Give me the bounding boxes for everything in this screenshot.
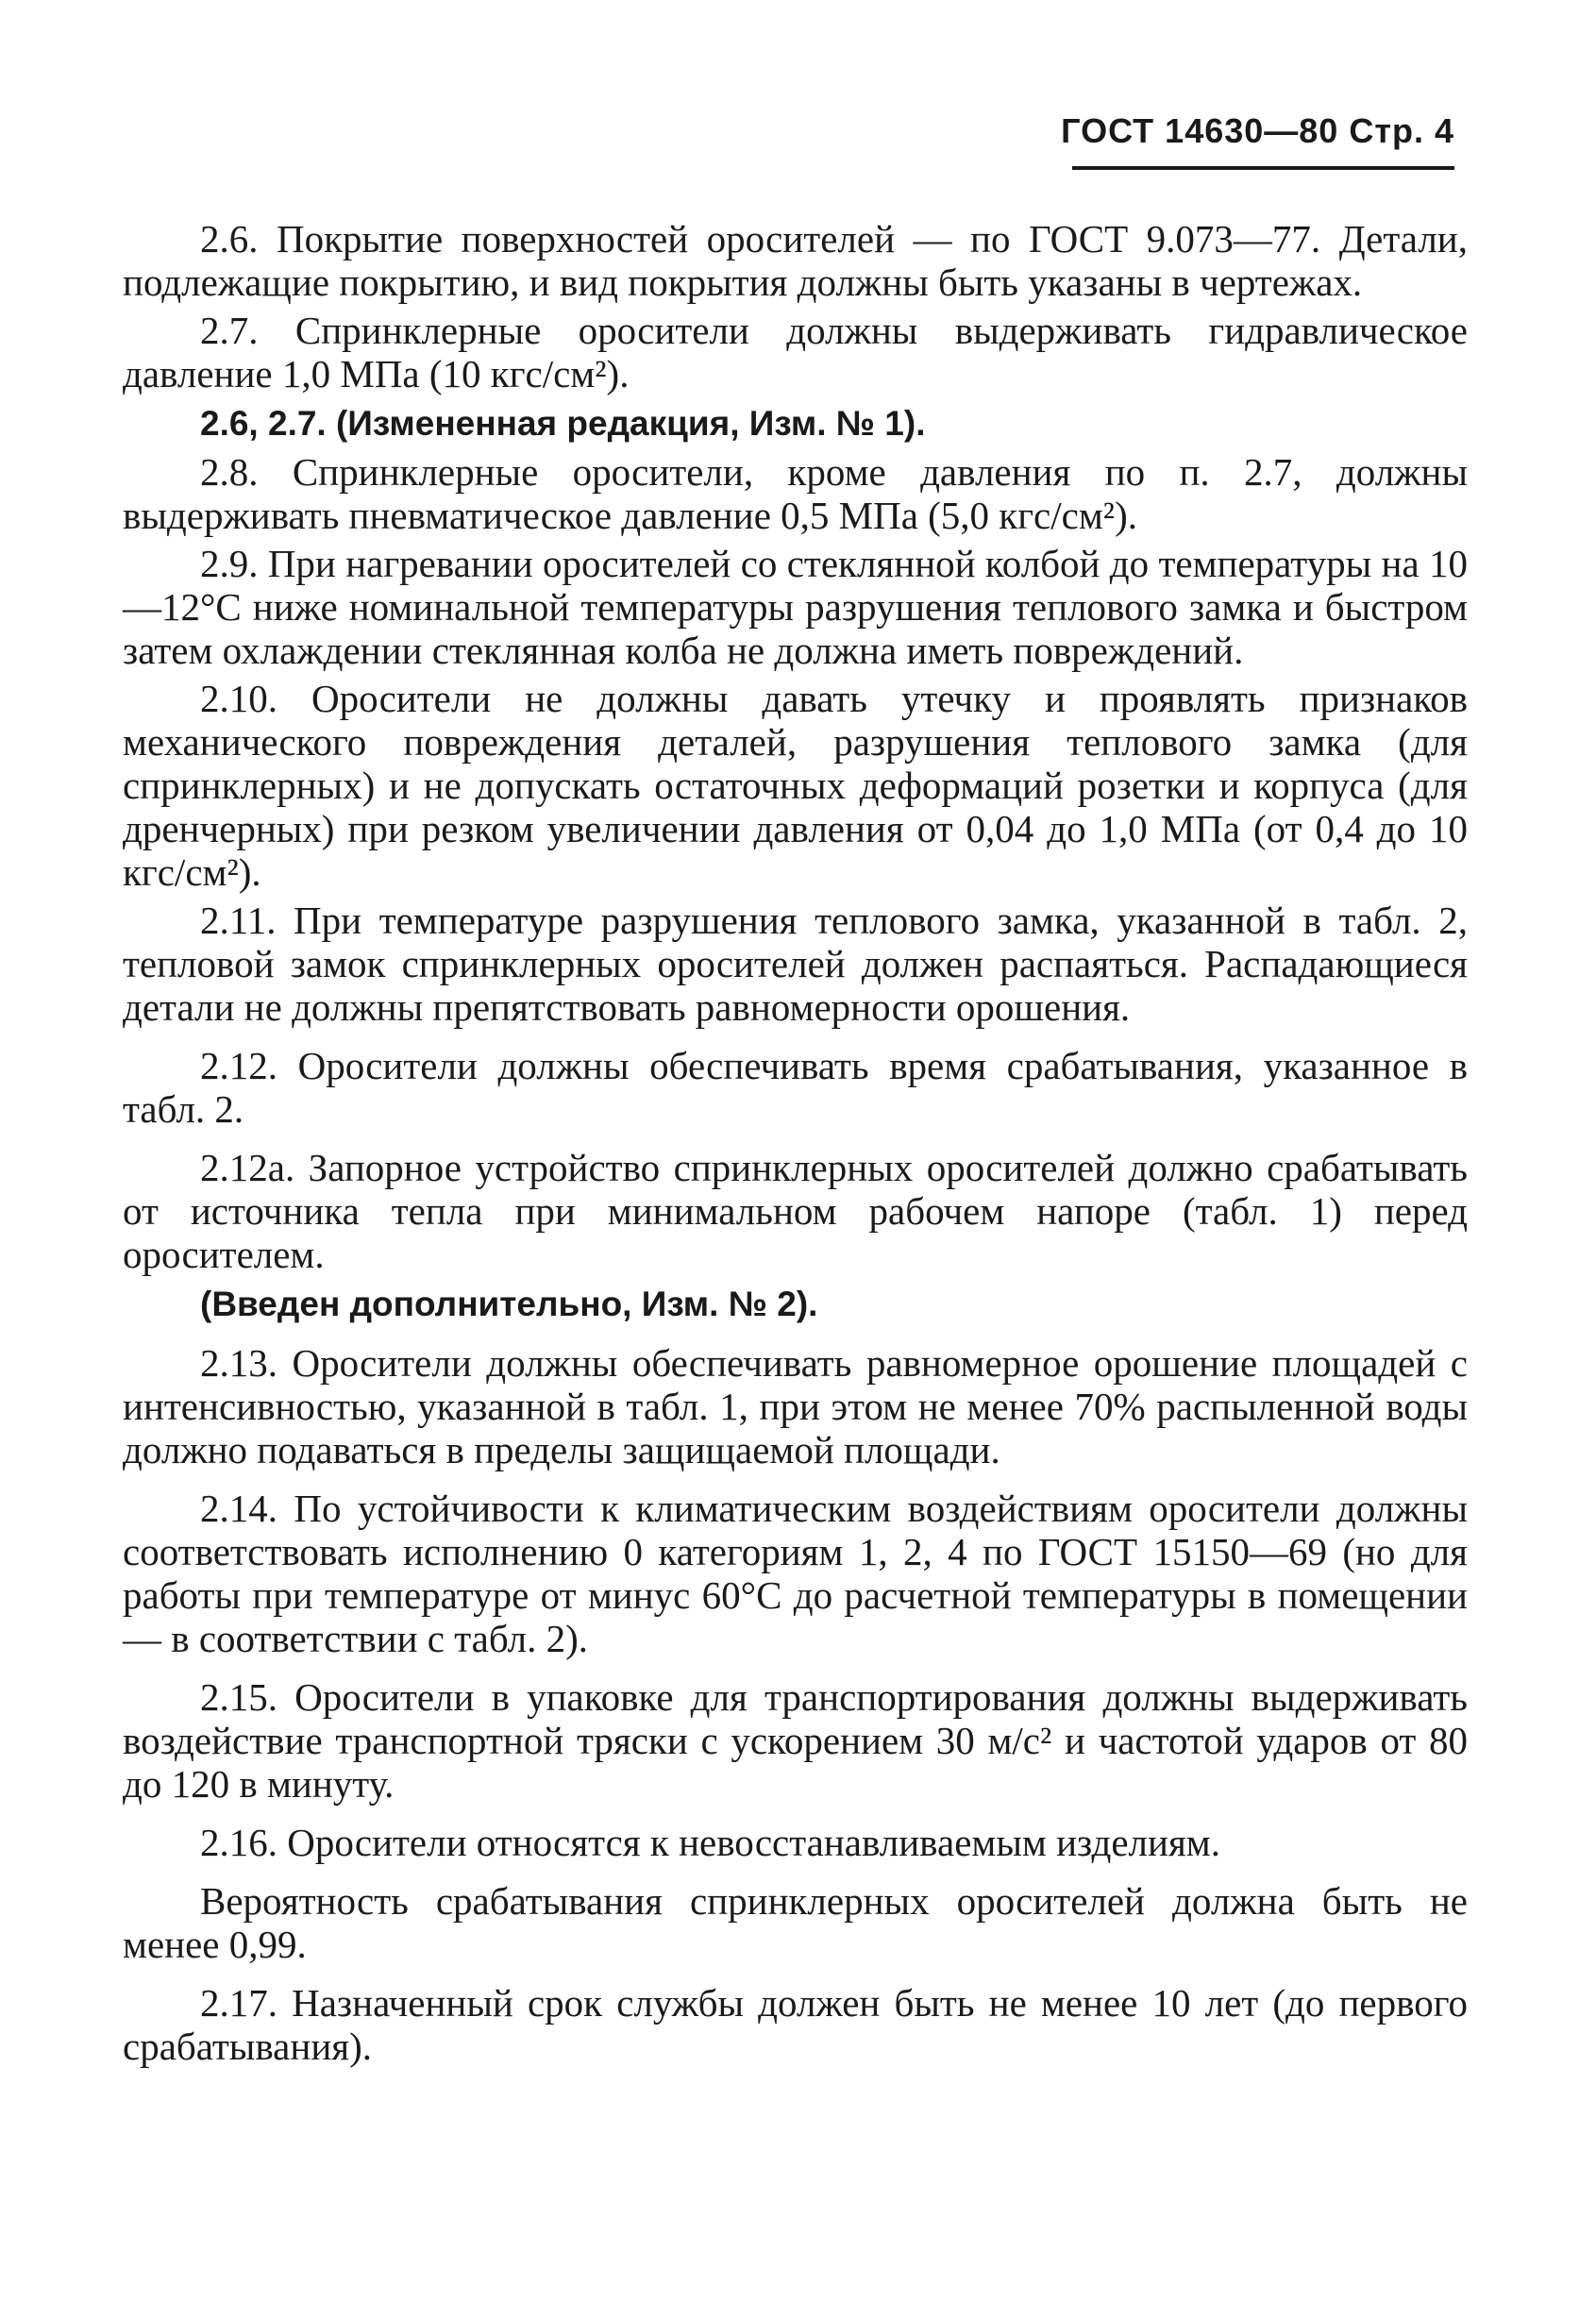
paragraph-2-12: 2.12. Оросители должны обеспечивать время срабатывания, указанное в табл. 2. [123,1044,1468,1131]
amendment-note-2-text: (Введен дополнительно, Изм. № 2). [200,1285,818,1323]
amendment-note-1 [123,400,1468,445]
paragraph-2-11: 2.11. При температуре разрушения теплового замка, указанной в табл. 2, тепловой замок спринклерных оросителей должен распаяться. Распадающиеся детали не должны препятствовать равномерности орошения. [123,899,1468,1029]
paragraph-2-10: 2.10. Оросители не должны давать утечку и проявлять признаков механического повреждения деталей, разрушения теплового замка (для спринклерных) и не допускать остаточных деформаций розетки и корпуса (для дренчерных) при резком увеличении давления от 0,04 до 1,0 МПа (от 0,4 до 10 кгс/см²). [123,677,1468,894]
amendment-note-1-text: 2.6, 2.7. (Измененная редакция, Изм. № 1). [200,404,926,443]
paragraph-2-17: 2.17. Назначенный срок службы должен быть не менее 10 лет (до первого срабатывания). [123,1981,1468,2068]
paragraph-2-9: 2.9. При нагревании оросителей со стеклянной колбой до температуры на 10—12°С ниже номинальной температуры разрушения теплового замка и быстром затем охлаждении стеклянная колба не должна иметь повреждений. [123,542,1468,672]
paragraph-2-13: 2.13. Оросители должны обеспечивать равномерное орошение площадей с интенсивностью, указанной в табл. 1, при этом не менее 70% распыленной воды должно подаваться в пределы защищаемой площади. [123,1341,1468,1471]
paragraph-2-6: 2.6. Покрытие поверхностей оросителей — по ГОСТ 9.073—77. Детали, подлежащие покрытию, и вид покрытия должны быть указаны в чертежах. [123,217,1468,304]
amendment-note-2 [123,1281,1468,1326]
paragraph-2-14: 2.14. По устойчивости к климатическим воздействиям оросители должны соответствовать исполнению 0 категориям 1, 2, 4 по ГОСТ 15150—69 (но для работы при температуре от минус 60°С до расчетной температуры в помещении — в соответствии с табл. 2). [123,1487,1468,1660]
paragraph-2-12a: 2.12а. Запорное устройство спринклерных оросителей должно срабатывать от источника тепла при минимальном рабочем напоре (табл. 1) перед оросителем. [123,1146,1468,1276]
document-body [123,217,1468,2073]
paragraph-2-8: 2.8. Спринклерные оросители, кроме давления по п. 2.7, должны выдерживать пневматическое давление 0,5 МПа (5,0 кгс/см²). [123,450,1468,537]
paragraph-2-7: 2.7. Спринклерные оросители должны выдерживать гидравлическое давление 1,0 МПа (10 кгс/см²). [123,309,1468,395]
header-rule [1072,166,1454,170]
paragraph-2-16: 2.16. Оросители относятся к невосстанавливаемым изделиям. [200,1821,1220,1864]
paragraph-2-15: 2.15. Оросители в упаковке для транспортирования должны выдерживать воздействие транспортной тряски с ускорением 30 м/с² и частотой ударов от 80 до 120 в минуту. [123,1675,1468,1806]
paragraph-probability: Вероятность срабатывания спринклерных оросителей должна быть не менее 0,99. [123,1879,1468,1966]
standard-number: ГОСТ 14630—80 [1061,111,1339,150]
page-number: Стр. 4 [1349,111,1454,150]
page-header [1061,111,1454,151]
